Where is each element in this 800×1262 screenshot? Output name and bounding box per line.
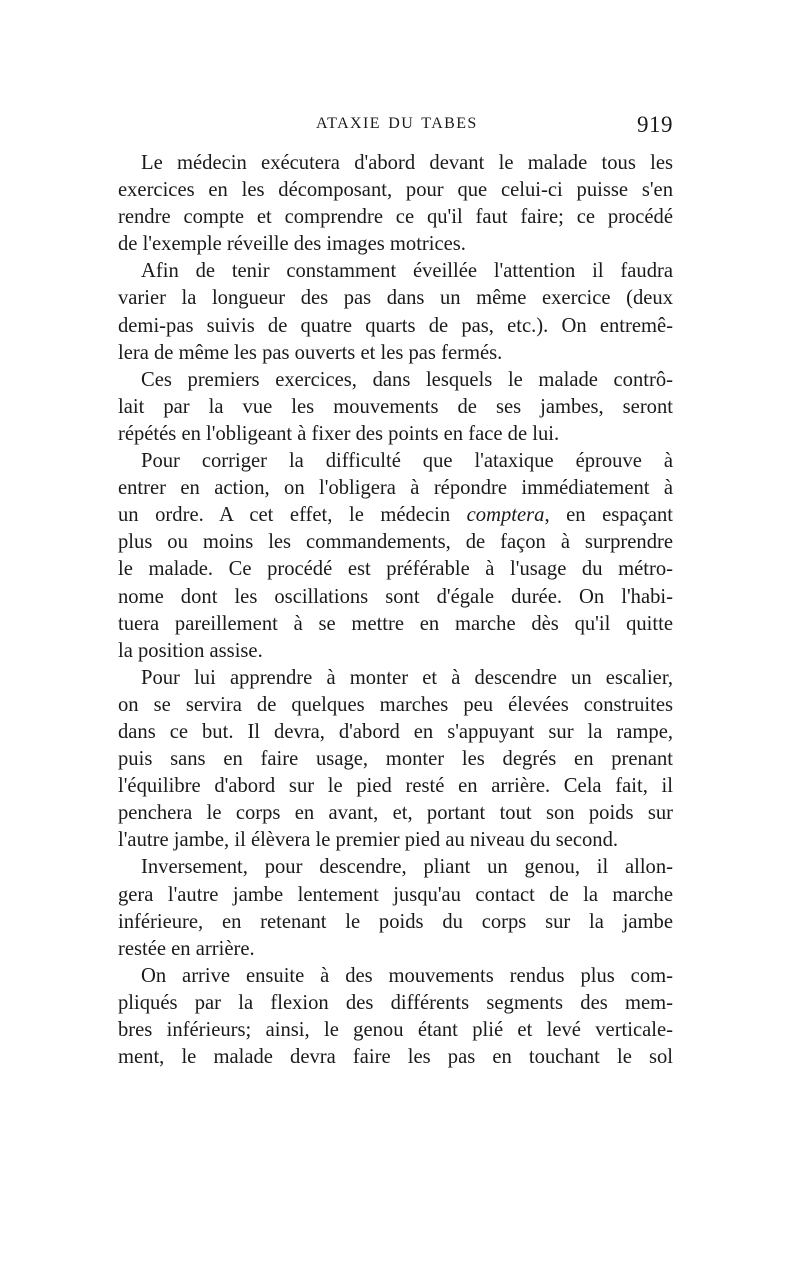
text-line: l'autre jambe, il élèvera le premier pied au niveau du second.: [118, 829, 619, 852]
running-title: ATAXIE DU TABES: [316, 115, 478, 132]
paragraph: [118, 963, 673, 1071]
text-line: de l'exemple réveille des images motrices.: [118, 233, 466, 256]
text-line: l'équilibre d'abord sur le pied resté en arrière. Cela fait, il: [118, 775, 673, 798]
text-line: On arrive ensuite à des mouvements rendus plus com-: [141, 964, 673, 987]
text-line: puis sans en faire usage, monter les degrés en prenant: [118, 748, 673, 771]
text-line: demi-pas suivis de quatre quarts de pas, etc.). On entremê-: [118, 314, 673, 337]
text-line: entrer en action, on l'obligera à répondre immédiatement à: [118, 477, 673, 500]
text-segment: un ordre. A cet effet, le médecin: [118, 504, 451, 527]
text-line: lera de même les pas ouverts et les pas fermés.: [118, 341, 503, 364]
running-head: [120, 112, 673, 142]
text-line: Le médecin exécutera d'abord devant le malade tous les: [141, 152, 673, 174]
text-line: nome dont les oscillations sont d'égale durée. On l'habi-: [118, 585, 673, 608]
text-line-with-italic: [118, 502, 673, 529]
text-line: la position assise.: [118, 639, 263, 662]
text-line: répétés en l'obligeant à fixer des points en face de lui.: [118, 422, 560, 445]
paragraph: [118, 665, 673, 855]
page-number: 919: [637, 112, 673, 137]
text-line: bres inférieurs; ainsi, le genou étant plié et levé verticale-: [118, 1019, 673, 1041]
text-line: on se servira de quelques marches peu élevées construites: [118, 693, 673, 716]
text-line: inférieure, en retenant le poids du corps sur la jambe: [118, 910, 673, 933]
text-line: Pour lui apprendre à monter et à descendre un escalier,: [141, 666, 673, 689]
text-line: plus ou moins les commandements, de façon à surprendre: [118, 531, 673, 554]
text-line: lait par la vue les mouvements de ses jambes, seront: [118, 395, 673, 418]
body-text: [118, 150, 673, 1071]
paragraph: [118, 854, 673, 962]
text-line: varier la longueur des pas dans un même exercice (deux: [118, 287, 673, 310]
text-line: restée en arrière.: [118, 937, 255, 960]
text-line: pliqués par la flexion des différents segments des mem-: [118, 991, 673, 1014]
text-line: ment, le malade devra faire les pas en touchant le sol: [118, 1046, 673, 1069]
paragraph: [118, 448, 673, 665]
paragraph: [118, 367, 673, 448]
text-line: Inversement, pour descendre, pliant un genou, il allon-: [141, 856, 673, 879]
text-line: Ces premiers exercices, dans lesquels le malade contrô-: [141, 368, 673, 391]
text-line: le malade. Ce procédé est préférable à l'usage du métro-: [118, 558, 673, 581]
text-line: rendre compte et comprendre ce qu'il faut faire; ce procédé: [118, 206, 673, 229]
italic-word: comptera: [466, 504, 545, 527]
text-segment: , en espaçant: [544, 504, 674, 527]
text-line: dans ce but. Il devra, d'abord en s'appuyant sur la rampe,: [118, 720, 673, 743]
text-line: Afin de tenir constamment éveillée l'attention il faudra: [141, 260, 673, 283]
paragraph: [118, 150, 673, 258]
text-line: tuera pareillement à se mettre en marche dès qu'il quitte: [118, 612, 673, 635]
text-line: penchera le corps en avant, et, portant tout son poids sur: [118, 802, 673, 825]
text-line: exercices en les décomposant, pour que celui-ci puisse s'en: [118, 179, 673, 202]
paragraph: [118, 258, 673, 366]
text-line: Pour corriger la difficulté que l'ataxique éprouve à: [141, 450, 673, 473]
text-line: gera l'autre jambe lentement jusqu'au contact de la marche: [118, 883, 673, 906]
